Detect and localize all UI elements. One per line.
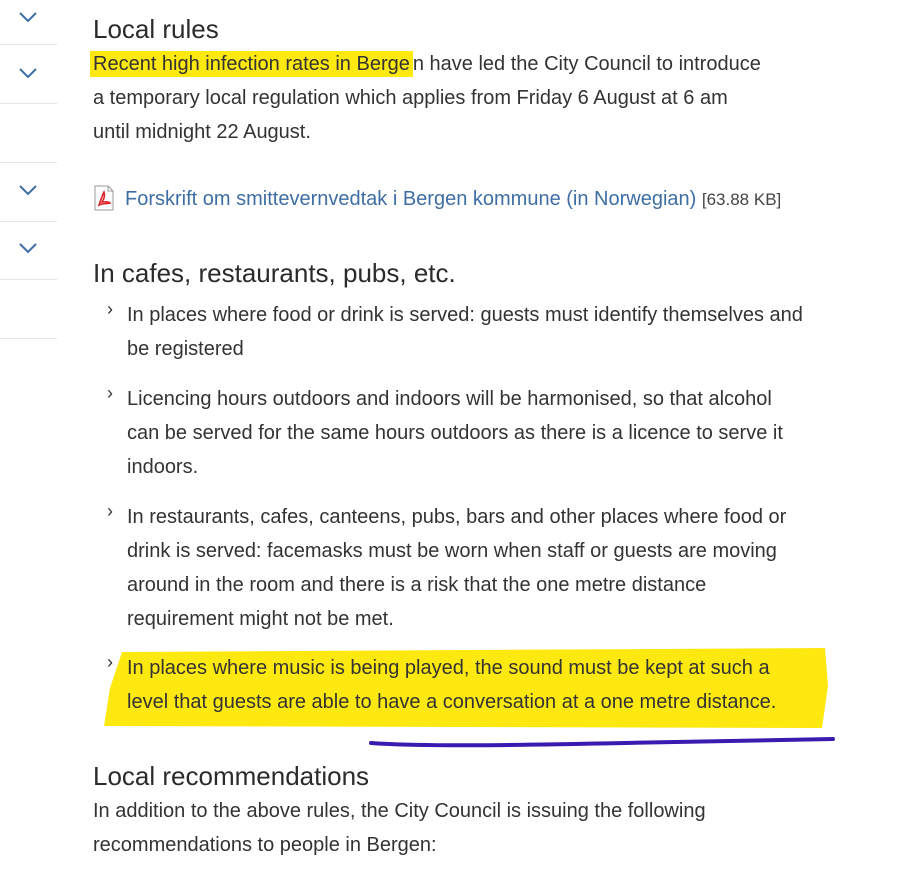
sidebar-item-5[interactable] [0, 222, 57, 280]
chevron-down-icon[interactable] [18, 183, 38, 197]
chevron-right-icon: › [107, 501, 113, 521]
attachment-link[interactable]: Forskrift om smittevernvedtak i Bergen kommune (in Norwegian) [125, 188, 697, 210]
chevron-right-icon: › [107, 383, 113, 403]
pdf-icon [93, 185, 115, 221]
sidebar-item-4[interactable] [0, 163, 57, 222]
section-heading-cafes: In cafes, restaurants, pubs, etc. [93, 258, 456, 288]
local-rules-intro: Recent high infection rates in Berge n have led the City Council to introduce a temporary local regulation which applies from Friday 6 August at 6 am until midnight 22 August. [93, 47, 833, 149]
sidebar-item-3[interactable] [0, 104, 57, 163]
chevron-down-icon[interactable] [18, 10, 38, 24]
sidebar-item-2[interactable] [0, 45, 57, 104]
section-heading-local-rules: Local rules [93, 14, 219, 44]
highlighted-text: Recent high infection rates in Berge [90, 51, 413, 77]
chevron-down-icon[interactable] [18, 241, 38, 255]
sidebar-item-1[interactable] [0, 0, 57, 45]
chevron-down-icon[interactable] [18, 66, 38, 80]
pen-underline [365, 732, 840, 755]
sidebar-item-6[interactable] [0, 280, 57, 339]
chevron-right-icon: › [107, 299, 113, 319]
section-heading-local-recommendations: Local recommendations [93, 761, 370, 791]
attachment-row [93, 183, 781, 221]
chevron-right-icon: › [107, 652, 113, 672]
file-size: [63.88 KB] [701, 190, 782, 209]
recommendations-intro: In addition to the above rules, the City Council is issuing the following recommendations to people in Bergen: [93, 800, 706, 856]
